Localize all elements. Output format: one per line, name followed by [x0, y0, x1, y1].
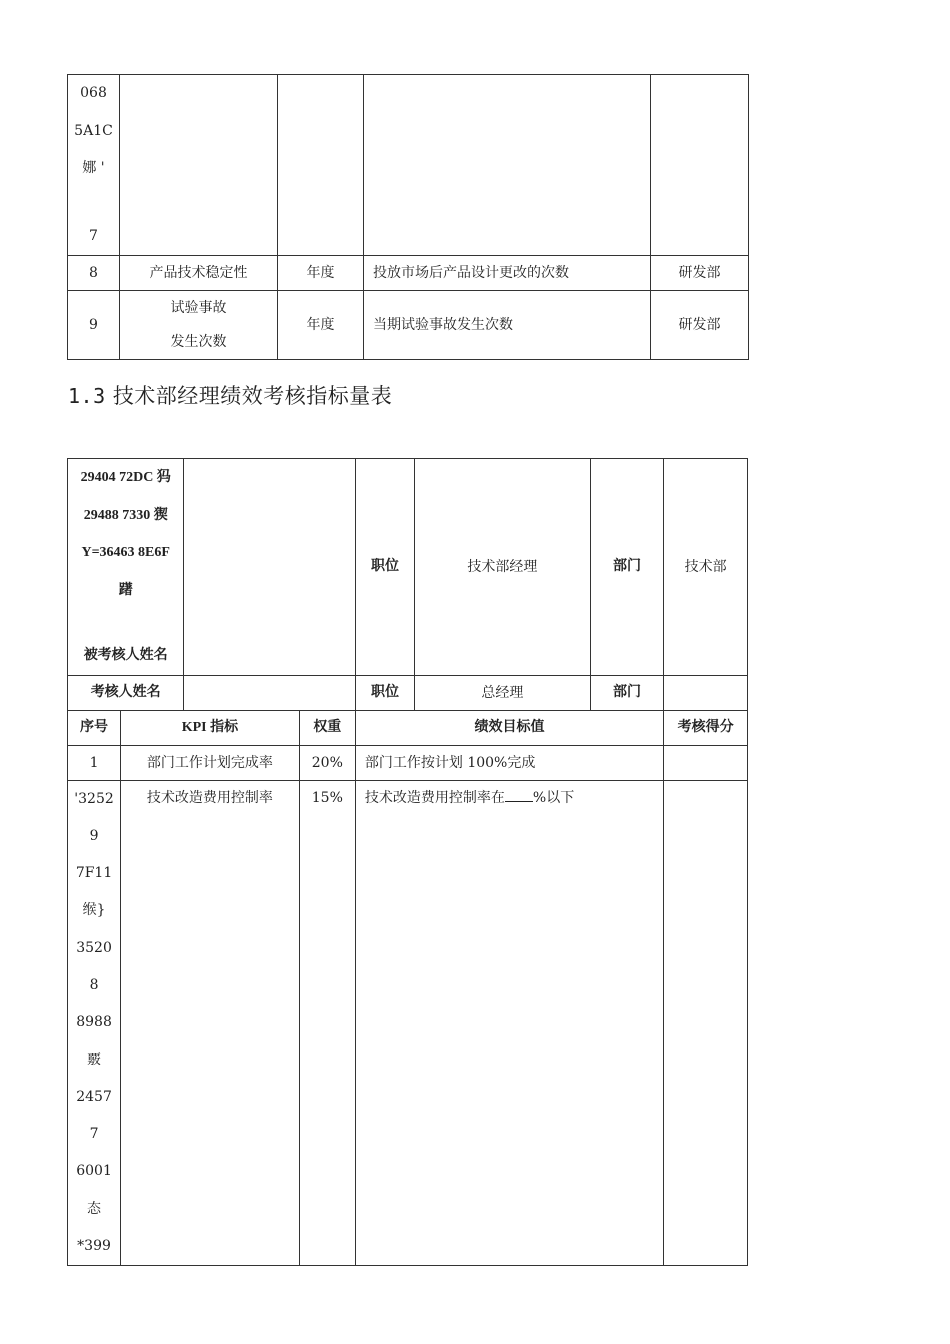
manager-kpi-table	[67, 458, 748, 1266]
department-value: 技术部	[664, 459, 748, 676]
no-line: 2457	[76, 1088, 112, 1105]
id-line: 5A1C	[74, 122, 113, 139]
kpi-target: 部门工作按计划 100%完成	[355, 745, 663, 780]
kpi-weight: 20%	[299, 745, 355, 780]
id-line	[72, 188, 115, 218]
no-line: 覈	[87, 1051, 102, 1068]
period: 年度	[278, 291, 364, 360]
fill-in-blank	[505, 787, 533, 802]
table-row	[68, 745, 748, 780]
period: 年度	[278, 256, 364, 291]
position-label: 职位	[355, 459, 414, 676]
column-header-row	[68, 710, 748, 745]
assessor-name-value	[184, 675, 356, 710]
no-line: 8	[89, 976, 99, 993]
id-line: 068	[80, 85, 107, 101]
table-cell	[278, 75, 364, 256]
assessee-name-label	[68, 459, 184, 676]
target-prefix: 技术改造费用控制率在	[364, 789, 505, 806]
department-value	[664, 675, 748, 710]
no-line: *399	[77, 1238, 111, 1255]
column-header-kpi: KPI 指标	[121, 710, 300, 745]
row-number: 1	[68, 745, 121, 780]
no-line: '3252	[74, 790, 114, 807]
column-header-weight: 权重	[299, 710, 355, 745]
column-header-target: 绩效目标值	[355, 710, 663, 745]
assessee-row	[68, 459, 748, 676]
no-line: 6001	[76, 1163, 112, 1180]
position-label: 职位	[355, 675, 414, 710]
kpi-weight: 15%	[299, 780, 355, 1266]
name-line: 试验事故	[170, 300, 227, 316]
assessor-row	[68, 675, 748, 710]
column-header-no: 序号	[68, 710, 121, 745]
no-line: 9	[89, 827, 99, 844]
label-line: 躇	[118, 582, 133, 598]
kpi-target	[355, 780, 663, 1266]
assessee-name-value	[184, 459, 356, 676]
no-line: 7F11	[75, 865, 113, 882]
no-line: 缑}	[82, 902, 106, 919]
label-line: 29488 7330 猰	[83, 507, 168, 523]
id-line: 娜 '	[82, 160, 105, 176]
kpi-table-continued	[67, 74, 749, 360]
department: 研发部	[651, 291, 749, 360]
row-number: 8	[68, 256, 120, 291]
label-line: 29404 72DC 犸	[80, 470, 171, 485]
row-number	[68, 780, 121, 1266]
kpi-name: 技术改造费用控制率	[121, 780, 300, 1266]
label-line	[72, 609, 179, 637]
no-line: 7	[89, 1126, 99, 1143]
indicator-name: 产品技术稳定性	[120, 256, 278, 291]
column-header-score: 考核得分	[664, 710, 748, 745]
table-cell	[651, 75, 749, 256]
table-cell	[120, 75, 278, 256]
id-line: 7	[89, 227, 98, 244]
table-row	[68, 291, 749, 360]
table-cell	[364, 75, 651, 256]
table-row	[68, 256, 749, 291]
table-row	[68, 780, 748, 1266]
target-suffix: %以下	[532, 789, 575, 806]
table-cell-id	[68, 75, 120, 256]
no-line: 8988	[76, 1014, 112, 1031]
indicator-definition: 当期试验事故发生次数	[364, 291, 651, 360]
section-heading	[68, 380, 392, 410]
kpi-score	[664, 780, 748, 1266]
name-line: 发生次数	[170, 334, 227, 350]
indicator-definition: 投放市场后产品设计更改的次数	[364, 256, 651, 291]
label-line: Y=36463 8E6F	[81, 545, 170, 560]
no-line: 3520	[76, 939, 112, 956]
assessor-name-label: 考核人姓名	[68, 675, 184, 710]
kpi-name: 部门工作计划完成率	[121, 745, 300, 780]
label-line: 被考核人姓名	[83, 648, 168, 663]
department-label: 部门	[590, 675, 664, 710]
indicator-name	[120, 291, 278, 360]
department-label: 部门	[590, 459, 664, 676]
department: 研发部	[651, 256, 749, 291]
no-line: 态	[87, 1200, 102, 1217]
kpi-score	[664, 745, 748, 780]
row-number: 9	[68, 291, 120, 360]
position-value: 技术部经理	[415, 459, 591, 676]
section-title: 技术部经理绩效考核指标量表	[112, 384, 393, 408]
position-value: 总经理	[415, 675, 591, 710]
section-number: 1.3	[68, 384, 106, 408]
